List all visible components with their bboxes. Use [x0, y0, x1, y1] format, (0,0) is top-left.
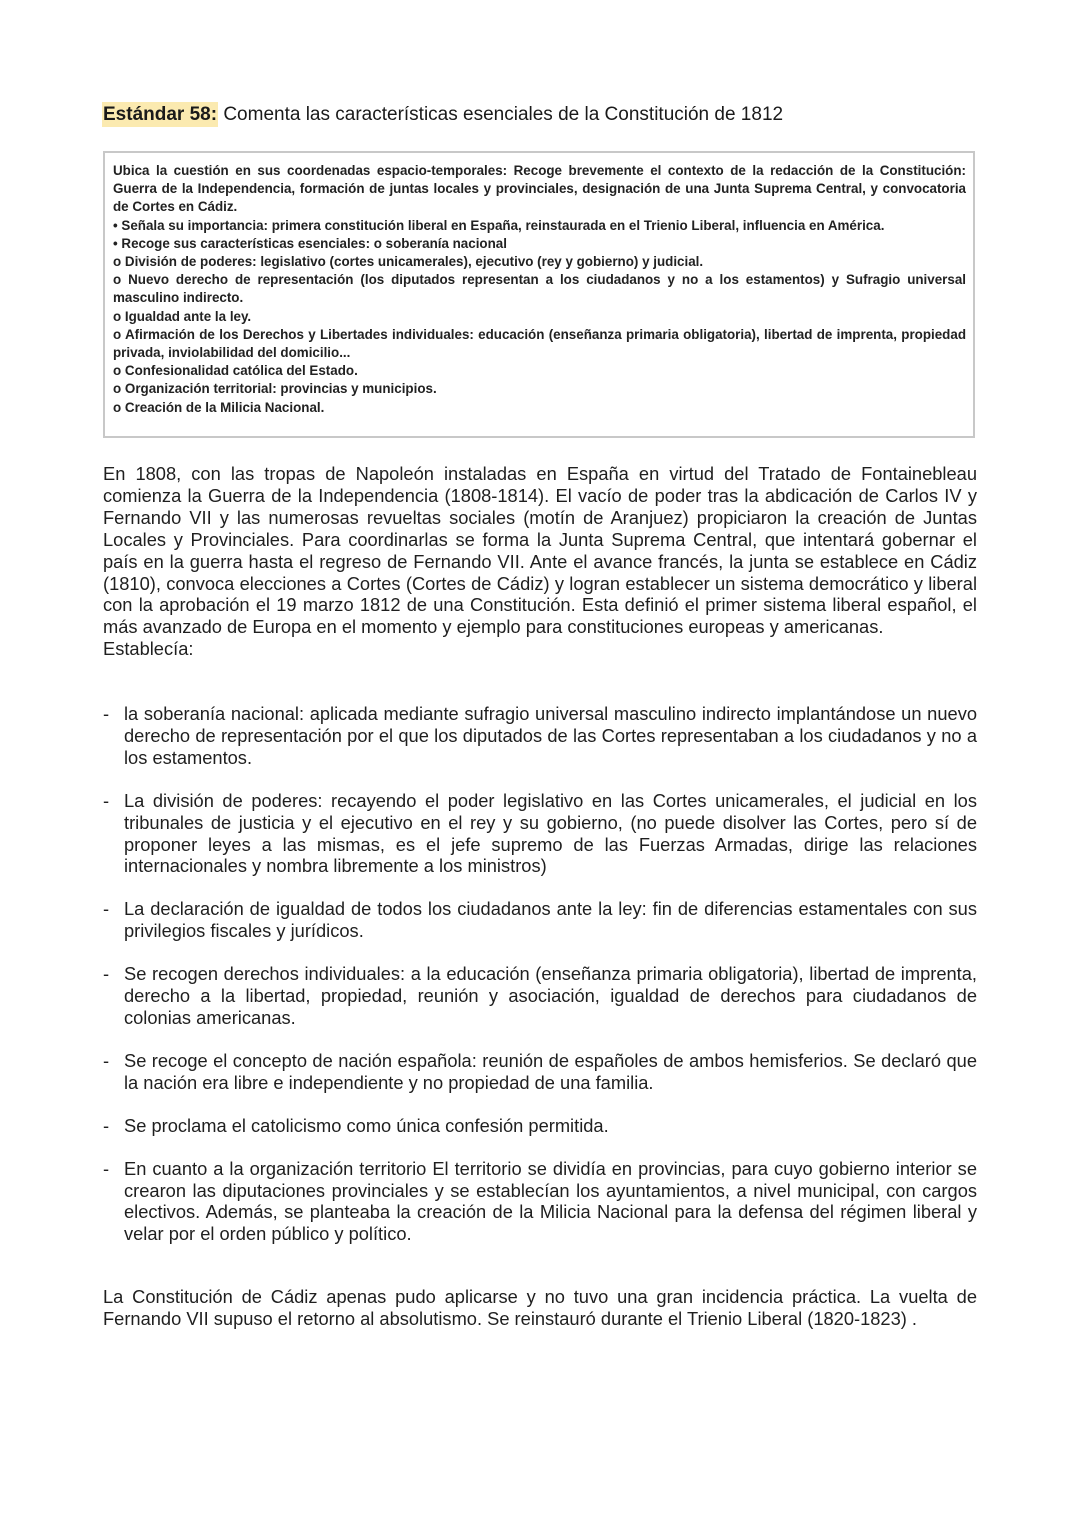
intro-section [103, 463, 977, 660]
list-item [82, 703, 977, 769]
criteria-line: o Igualdad ante la ley. [113, 308, 252, 324]
list-item [82, 1115, 977, 1137]
closing-paragraph: La Constitución de Cádiz apenas pudo aplicarse y no tuvo una gran incidencia práctica. La vuelta de Fernando VII supuso el retorno al absolutismo. Se reinstauró durante el Trienio Liberal (1820-1823) . [103, 1286, 977, 1330]
criteria-line: o Organización territorial: provincias y municipios. [113, 381, 437, 397]
criteria-box [103, 151, 975, 438]
criteria-line: o División de poderes: legislativo (cortes unicamerales), ejecutivo (rey y gobierno) y judicial. [113, 254, 704, 270]
list-item-text: Se recoge el concepto de nación española: reunión de españoles de ambos hemisferios. Se declaró que la nación era libre e independiente y no propiedad de una familia. [124, 1049, 977, 1093]
list-item [82, 1050, 977, 1094]
list-item-text: Se proclama el catolicismo como única confesión permitida. [124, 1114, 609, 1136]
list-item-text: Se recogen derechos individuales: a la educación (enseñanza primaria obligatoria), libertad de imprenta, derecho a la libertad, propiedad, reunión y asociación, igualdad de derechos para ciudadanos de colonias americanas. [124, 963, 977, 1028]
list-item [82, 790, 977, 878]
establecia-label: Establecía: [103, 638, 194, 660]
criteria-line: o Creación de la Milicia Nacional. [113, 399, 325, 415]
dash-marker: - [103, 963, 110, 985]
criteria-line: o Confesionalidad católica del Estado. [113, 363, 358, 379]
criteria-line: o Nuevo derecho de representación (los diputados representan a los ciudadanos y no a los estamentos) y Sufragio universal masculino indirecto. [113, 272, 966, 306]
list-item [82, 1158, 977, 1246]
dash-marker: - [103, 789, 110, 811]
list-item-text: En cuanto a la organización territorio El territorio se dividía en provincias, para cuyo gobierno interior se crearon las diputaciones provinciales y se establecían los ayuntamientos, a nivel municipal, con cargos electivos. Además, se planteaba la creación de la Milicia Nacional para la defensa del régimen liberal y velar por el orden público y político. [124, 1157, 977, 1245]
intro-paragraph: En 1808, con las tropas de Napoleón instaladas en España en virtud del Tratado de Fontainebleau comienza la Guerra de la Independencia (1808-1814). El vacío de poder tras la abdicación de Carlos IV y Fernando VII y las numerosas revueltas sociales (motín de Aranjuez) propiciaron la creación de Juntas Locales y Provinciales. Para coordinarlas se forma la Junta Suprema Central, que intentará gobernar el país en la guerra hasta el regreso de Fernando VII. Ante el avance francés, la junta se establece en Cádiz (1810), convoca elecciones a Cortes (Cortes de Cádiz) y logran establecer un sistema democrático y liberal con la aprobación el 19 marzo 1812 de una Constitución. Esta definió el primer sistema liberal español, el más avanzado de Europa en el momento y ejemplo para constituciones europeas y americanas. [103, 463, 977, 638]
dash-marker: - [103, 898, 110, 920]
list-item-text: la soberanía nacional: aplicada mediante sufragio universal masculino indirecto implantándose un nuevo derecho de representación por el que los diputados de las Cortes representaban a los ciudadanos y no a los estamentos. [124, 703, 977, 768]
list-item-text: La declaración de igualdad de todos los ciudadanos ante la ley: fin de diferencias estamentales con sus privilegios fiscales y jurídicos. [124, 898, 977, 942]
standard-label: Estándar 58: [103, 104, 218, 125]
dash-marker: - [103, 1157, 110, 1179]
dash-marker: - [103, 1114, 110, 1136]
criteria-line: o Afirmación de los Derechos y Libertades individuales: educación (enseñanza primaria obligatoria), libertad de imprenta, propiedad privada, inviolabilidad del domicilio... [113, 326, 966, 361]
criteria-line: • Señala su importancia: primera constitución liberal en España, reinstaurada en el Trienio Liberal, influencia en América. [113, 217, 885, 233]
characteristics-list [82, 703, 977, 1266]
criteria-line: Ubica la cuestión en sus coordenadas espacio-temporales: Recoge brevemente el contexto de la redacción de la Constitución: Guerra de la Independencia, formación de juntas locales y provinciales, designación de una Junta Suprema Central, y convocatoria de Cortes en Cádiz. [113, 163, 966, 215]
dash-marker: - [103, 1049, 110, 1071]
standard-title: Comenta las características esenciales de la Constitución de 1812 [218, 104, 784, 125]
list-item-text: La división de poderes: recayendo el poder legislativo en las Cortes unicamerales, el judicial en los tribunales de justicia y el ejecutivo en el rey y su gobierno, (no puede disolver las Cortes, pero sí de proponer leyes a las mismas, es el jefe supremo de las Fuerzas Armadas, dirige las relaciones internacionales y nombra libremente a los ministros) [124, 789, 977, 877]
dash-marker: - [103, 703, 110, 724]
list-item [82, 898, 977, 942]
criteria-line: • Recoge sus características esenciales: o soberanía nacional [113, 235, 507, 251]
page-heading [102, 103, 783, 127]
list-item [82, 963, 977, 1029]
